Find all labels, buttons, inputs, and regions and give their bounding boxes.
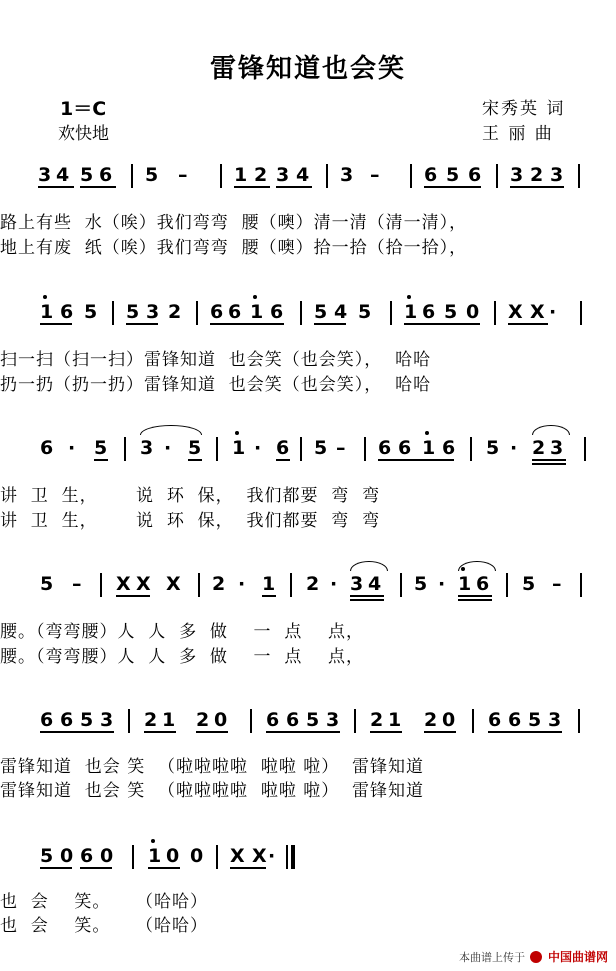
note: · (268, 845, 276, 867)
note: – (370, 164, 380, 186)
note: 5 (84, 301, 98, 323)
final-barline-thick (291, 845, 295, 869)
octave-dot (253, 295, 257, 299)
note: · (549, 301, 557, 323)
barline (364, 437, 366, 461)
lyric-line-2: 腰。（弯弯腰）人 人 多 做 一 点 点， (0, 647, 364, 667)
note: 4 (56, 164, 70, 186)
barline (100, 573, 102, 597)
note: · (510, 437, 518, 459)
note: X (136, 573, 151, 595)
note: 3 (38, 164, 52, 186)
note: 5 (80, 709, 94, 731)
barline (400, 573, 402, 597)
note: 5 (80, 164, 94, 186)
note: X (508, 301, 523, 323)
barline (578, 164, 580, 188)
note: 6 (270, 301, 284, 323)
note: X (530, 301, 545, 323)
note: 5 (314, 437, 328, 459)
note: 4 (334, 301, 348, 323)
barline (131, 164, 133, 188)
notation-line (0, 845, 616, 877)
note: 3 (340, 164, 354, 186)
lyric-line-2: 地上有废 纸（唉）我们弯弯 腰（噢）拾一拾（拾一拾）， (0, 238, 468, 258)
octave-dot (151, 839, 155, 843)
notation-line (0, 573, 616, 605)
note: 2 (532, 437, 546, 459)
note: 6 (40, 437, 54, 459)
note: 5 (522, 573, 536, 595)
note: 0 (214, 709, 228, 731)
note: 6 (60, 709, 74, 731)
barline (584, 437, 586, 461)
note: 0 (60, 845, 74, 867)
barline (496, 164, 498, 188)
note: 2 (254, 164, 268, 186)
note: 1 (234, 164, 248, 186)
note: 3 (548, 709, 562, 731)
note: 2 (196, 709, 210, 731)
note: 6 (276, 437, 290, 459)
note: 2 (144, 709, 158, 731)
note: 5 (446, 164, 460, 186)
notation-line (0, 709, 616, 741)
tempo-marking: 欢快地 (58, 124, 109, 144)
note: – (552, 573, 562, 595)
note: 5 (306, 709, 320, 731)
note: 6 (40, 709, 54, 731)
octave-dot (461, 567, 465, 571)
barline (494, 301, 496, 325)
note: X (252, 845, 267, 867)
note: 3 (100, 709, 114, 731)
barline (300, 301, 302, 325)
lyric-line-2: 也 会 笑。 （哈哈） (0, 916, 209, 936)
note: – (336, 437, 346, 459)
upload-footer (459, 948, 608, 965)
barline (216, 845, 218, 869)
note: X (166, 573, 181, 595)
note: 6 (228, 301, 242, 323)
barline (472, 709, 474, 733)
barline (354, 709, 356, 733)
note: 2 (530, 164, 544, 186)
note: 6 (508, 709, 522, 731)
barline (196, 301, 198, 325)
composer-credit: 王 丽 曲 (482, 124, 554, 144)
barline (198, 573, 200, 597)
barline (506, 573, 508, 597)
upload-text: 本曲谱上传于 (458, 951, 525, 964)
note: 2 (370, 709, 384, 731)
octave-dot (425, 431, 429, 435)
note: 3 (550, 164, 564, 186)
note: 3 (550, 437, 564, 459)
note: 5 (358, 301, 372, 323)
note: 3 (140, 437, 154, 459)
note: · (238, 573, 246, 595)
note: 5 (40, 845, 54, 867)
note: 6 (80, 845, 94, 867)
barline (410, 164, 412, 188)
note: 1 (250, 301, 263, 323)
lyric-line-2: 扔一扔（扔一扔）雷锋知道 也会笑（也会笑）， 哈哈 (0, 375, 432, 395)
note: 6 (378, 437, 392, 459)
barline (216, 437, 218, 461)
note: X (230, 845, 245, 867)
note: 5 (126, 301, 140, 323)
note: 6 (266, 709, 280, 731)
lyric-line-1: 也 会 笑。 （哈哈） (0, 892, 209, 912)
note: 3 (326, 709, 340, 731)
note: X (116, 573, 131, 595)
note: · (330, 573, 338, 595)
final-barline-thin (286, 845, 288, 869)
octave-dot (235, 431, 239, 435)
note: 2 (424, 709, 438, 731)
barline (124, 437, 126, 461)
note: – (72, 573, 82, 595)
note: 6 (476, 573, 490, 595)
note: 5 (40, 573, 54, 595)
note: 0 (190, 845, 204, 867)
barline (290, 573, 292, 597)
barline (220, 164, 222, 188)
note: 6 (422, 301, 436, 323)
note: · (254, 437, 262, 459)
barline (470, 437, 472, 461)
notation-line (0, 437, 616, 469)
note: 5 (444, 301, 458, 323)
lyric-line-1: 讲 卫 生， 说 环 保， 我们都要 弯 弯 (0, 486, 381, 506)
note: 0 (442, 709, 456, 731)
lyric-line-1: 路上有些 水（唉）我们弯弯 腰（噢）清一清（清一清）， (0, 213, 468, 233)
note: 1 (40, 301, 53, 323)
note: 1 (458, 573, 471, 595)
note: 1 (422, 437, 435, 459)
barline (132, 845, 134, 869)
note: 4 (296, 164, 310, 186)
note: 2 (168, 301, 182, 323)
note: 2 (212, 573, 226, 595)
lyric-line-1: 雷锋知道 也会 笑 （啦啦啦啦 啦啦 啦） 雷锋知道 (0, 757, 425, 777)
note: 1 (262, 573, 276, 595)
site-logo-icon (530, 951, 542, 963)
note: 6 (286, 709, 300, 731)
note: 6 (210, 301, 224, 323)
notation-line (0, 301, 616, 333)
note: 3 (350, 573, 364, 595)
barline (300, 437, 302, 461)
note: 6 (468, 164, 482, 186)
note: 5 (314, 301, 328, 323)
barline (578, 709, 580, 733)
note: 1 (404, 301, 417, 323)
page-title: 雷锋知道也会笑 (209, 54, 406, 84)
note: 6 (99, 164, 113, 186)
note: 5 (528, 709, 542, 731)
note: 6 (60, 301, 74, 323)
note: – (178, 164, 188, 186)
key-signature: 1＝C (60, 98, 107, 120)
note: 0 (166, 845, 180, 867)
note: · (164, 437, 172, 459)
note: · (438, 573, 446, 595)
note: 6 (442, 437, 456, 459)
site-brand[interactable]: 中国曲谱网 (547, 950, 608, 964)
note: · (68, 437, 76, 459)
note: 6 (424, 164, 438, 186)
octave-dot (407, 295, 411, 299)
note: 1 (232, 437, 245, 459)
note: 5 (188, 437, 202, 459)
lyric-line-1: 扫一扫（扫一扫）雷锋知道 也会笑（也会笑）， 哈哈 (0, 350, 432, 370)
barline (326, 164, 328, 188)
barline (580, 301, 582, 325)
note: 2 (306, 573, 320, 595)
note: 5 (145, 164, 159, 186)
barline (390, 301, 392, 325)
note: 5 (94, 437, 108, 459)
barline (128, 709, 130, 733)
barline (250, 709, 252, 733)
note: 0 (466, 301, 480, 323)
note: 6 (398, 437, 412, 459)
lyric-line-2: 雷锋知道 也会 笑 （啦啦啦啦 啦啦 啦） 雷锋知道 (0, 781, 425, 801)
lyric-line-2: 讲 卫 生， 说 环 保， 我们都要 弯 弯 (0, 511, 381, 531)
note: 4 (368, 573, 382, 595)
lyricist-credit: 宋秀英 词 (482, 99, 566, 119)
octave-dot (43, 295, 47, 299)
lyric-line-1: 腰。（弯弯腰）人 人 多 做 一 点 点， (0, 622, 364, 642)
note: 0 (100, 845, 114, 867)
note: 5 (486, 437, 500, 459)
note: 3 (146, 301, 160, 323)
barline (112, 301, 114, 325)
note: 1 (388, 709, 402, 731)
note: 3 (276, 164, 290, 186)
note: 6 (488, 709, 502, 731)
notation-line (0, 164, 616, 196)
note: 1 (148, 845, 161, 867)
note: 1 (162, 709, 176, 731)
note: 3 (510, 164, 524, 186)
note: 5 (414, 573, 428, 595)
barline (580, 573, 582, 597)
